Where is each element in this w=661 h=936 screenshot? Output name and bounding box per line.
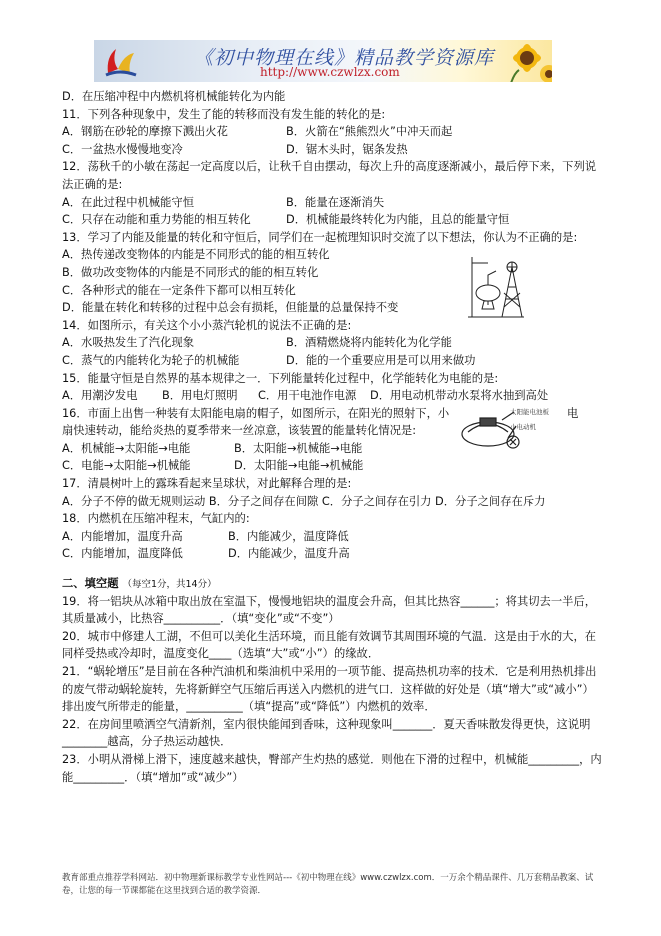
- site-logo: [102, 43, 138, 79]
- q15-option-c: C．用干电池作电源: [258, 389, 357, 403]
- q14-option-c: C．蒸气的内能转化为轮子的机械能: [62, 353, 240, 367]
- q16-option-b: B．太阳能→机械能→电能: [234, 441, 363, 455]
- banner-title: 《初中物理在线》精品教学资源库: [194, 47, 495, 69]
- q15-option-a: A．用潮汐发电: [62, 389, 138, 403]
- q17-options: A．分子不停的做无规则运动 B．分子之间存在间隙 C．分子之间存在引力 D．分子之间存在斥力: [62, 494, 546, 508]
- q12-stem: 12．荡秋千的小敏在荡起一定高度以后，让秋千自由摆动，每次上升的高度逐渐减小，最后停下来，下列说法正确的是:: [62, 160, 597, 191]
- q12-option-c: C．只存在动能和重力势能的相互转化: [62, 213, 251, 227]
- q12-option-b: B．能量在逐渐消失: [286, 195, 385, 209]
- solar-fan-hat-figure: [458, 404, 562, 454]
- banner-url[interactable]: http://www.czwlzx.com: [260, 65, 400, 79]
- q13-option-a: A．热传递改变物体的内能是不同形式的能的相互转化: [62, 248, 330, 262]
- section-heading: [62, 575, 602, 593]
- q16-stem-part2: 电: [567, 406, 579, 420]
- q11-option-b: B．火箭在“熊熊烈火”中冲天而起: [286, 125, 453, 139]
- q14-options-row2: [62, 352, 602, 370]
- steam-turbine-figure: [466, 253, 528, 321]
- q14-option-a: A．水吸热发生了汽化现象: [62, 336, 194, 350]
- q10-option-d: D．在压缩冲程中内燃机将机械能转化为内能: [62, 90, 286, 103]
- q21: 21．“蜗轮增压”是目前在各种汽油机和柴油机中采用的一项节能、提高热机功率的技术．它是利用热机排出的废气带动蜗轮旋转，先将新鲜空气压缩后再送入内燃机的进气口．这样做的好处是（填“增大”或“减小”）排出废气所带走的能量，__________（填“提高”或“降低”）内燃机的效率．: [62, 665, 597, 714]
- q14-stem: 14．如图所示，有关这个小小蒸汽轮机的说法不正确的是:: [62, 318, 352, 332]
- q16-stem-line2: 扇快速转动，能给炎热的夏季带来一丝凉意，该装置的能量转化情况是:: [62, 424, 417, 438]
- q12-options-row2: [62, 211, 602, 229]
- section-note: （每空1分，共14分）: [122, 579, 217, 591]
- q11-option-c: C．一盆热水慢慢地变冷: [62, 142, 183, 156]
- q16-option-c: C．电能→太阳能→机械能: [62, 459, 191, 473]
- figure-caption: [510, 408, 549, 432]
- q15-options: [62, 387, 602, 405]
- q15-option-b: B．用电灯照明: [162, 389, 238, 403]
- caption-motor: 小电动机: [510, 423, 536, 431]
- section-title: 二、填空题: [62, 577, 119, 591]
- q15-stem: 15．能量守恒是自然界的基本规律之一．下列能量转化过程中，化学能转化为电能的是:: [62, 371, 499, 385]
- q14-options-row1: [62, 334, 602, 352]
- q13-option-c: C．各种形式的能在一定条件下都可以相互转化: [62, 283, 296, 297]
- q13-option-b: B．做功改变物体的内能是不同形式的能的相互转化: [62, 265, 319, 279]
- q23: 23．小明从滑梯上滑下，速度越来越快，臀部产生灼热的感觉．则他在下滑的过程中，机械能_________，内能_________．（填“增加”或“减少”）: [62, 752, 602, 784]
- q14-option-d: D．能的一个重要应用是可以用来做功: [286, 353, 476, 367]
- q12-option-d: D．机械能最终转化为内能，且总的能量守恒: [286, 213, 510, 227]
- q15-option-d: D．用电动机带动水泵将水抽到高处: [370, 389, 549, 403]
- q18-option-c: C．内能增加，温度降低: [62, 547, 183, 561]
- q18-option-b: B．内能减少，温度降低: [228, 529, 349, 543]
- q20: 20．城市中修建人工湖，不但可以美化生活环境，而且能有效调节其周围环境的气温．这是由于水的大，在同样受热或冷却时，温度变化____（选填“大”或“小”）的缘故．: [62, 629, 597, 661]
- q13-option-d: D．能量在转化和转移的过程中总会有损耗，但能量的总量保持不变: [62, 301, 399, 315]
- q11-option-a: A．钢筋在砂轮的摩擦下溅出火花: [62, 125, 228, 139]
- q16-options-row2: [62, 457, 602, 475]
- q18-option-d: D．内能减少，温度升高: [228, 547, 350, 561]
- q12-option-a: A．在此过程中机械能守恒: [62, 195, 194, 209]
- q13-stem: 13．学习了内能及能量的转化和守恒后，同学们在一起梳理知识时交流了以下想法，你认为不正确的是:: [62, 230, 578, 244]
- q11-option-d: D．锯木头时，锯条发热: [286, 142, 408, 156]
- q12-options-row1: [62, 194, 602, 212]
- q11-options-row2: [62, 141, 602, 159]
- q18-options-row1: [62, 528, 602, 546]
- q14-option-b: B．酒精燃烧将内能转化为化学能: [286, 336, 452, 350]
- q16-stem-part1: 16．市面上出售一种装有太阳能电扇的帽子，如图所示，在阳光的照射下，小: [62, 406, 450, 420]
- page-footer: 教育部重点推荐学科网站．初中物理新课标教学专业性网站---《初中物理在线》www.czwlzx.com．一万余个精品课件、几万套精品教案、试卷，让您的每一节课都能在这里找到合适的教学资源．: [62, 873, 594, 896]
- q11-options-row1: [62, 123, 602, 141]
- caption-solar-panel: 太阳能电池板: [510, 408, 549, 416]
- q19: 19．将一铝块从冰箱中取出放在室温下，慢慢地铝块的温度会升高，但其比热容______；将其切去一半后，其质量减小，比热容__________．（填“变化”或“不变”）: [62, 594, 597, 626]
- q16-option-a: A．机械能→太阳能→电能: [62, 441, 191, 455]
- sunflower-image: [489, 40, 552, 82]
- q18-option-a: A．内能增加，温度升高: [62, 529, 183, 543]
- q18-stem: 18．内燃机在压缩冲程末，气缸内的:: [62, 512, 250, 526]
- q18-options-row2: [62, 545, 602, 563]
- q22: 22．在房间里喷洒空气清新剂，室内很快能闻到香味，这种现象叫_______．夏天香味散发得更快，这说明________越高，分子热运动越快．: [62, 717, 591, 749]
- q16-option-d: D．太阳能→电能→机械能: [234, 459, 364, 473]
- q17-stem: 17．清晨树叶上的露珠看起来呈球状，对此解释合理的是:: [62, 477, 352, 491]
- q11-stem: 11．下列各种现象中，发生了能的转移而没有发生能的转化的是:: [62, 107, 386, 121]
- site-banner: [94, 40, 552, 82]
